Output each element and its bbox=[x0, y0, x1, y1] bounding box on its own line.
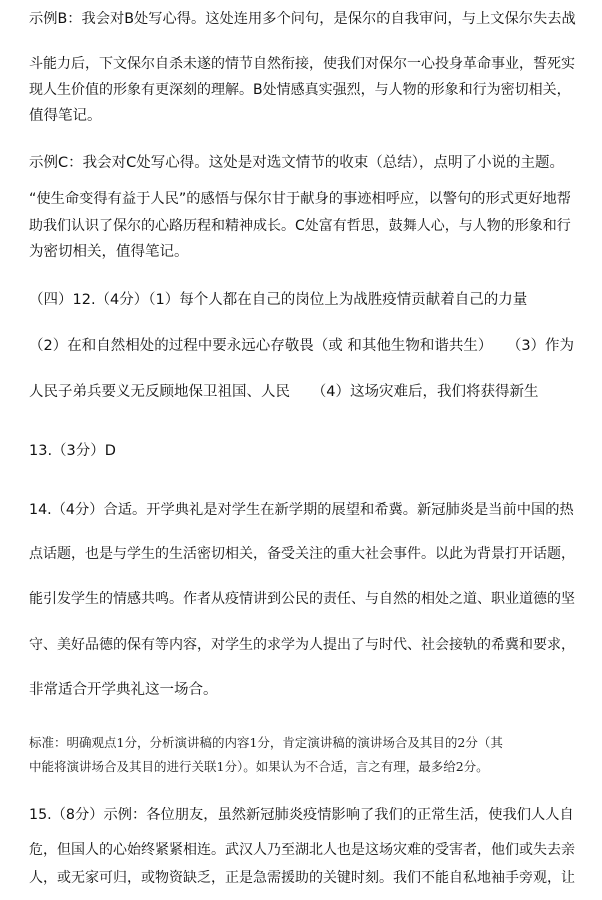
text-line: 能引发学生的情感共鸣。作者从疫情讲到公民的责任、与自然的相处之道、职业道德的坚 bbox=[29, 591, 575, 607]
text-line: 非常适合开学典礼这一场合。 bbox=[29, 682, 218, 698]
text-line: “使生命变得有益于人民”的感悟与保尔甘于献身的事迹相呼应，以警句的形式更好地帮 bbox=[29, 191, 572, 207]
text-line: 人民子弟兵要义无反顾地保卫祖国、人民 （4）这场灾难后，我们将获得新生 bbox=[29, 384, 539, 400]
scoring-standard-line: 标准：明确观点1分，分析演讲稿的内容1分，肯定演讲稿的演讲场合及其目的2分（其 bbox=[29, 735, 503, 750]
text-line: 15.（8分）示例：各位朋友，虽然新冠肺炎疫情影响了我们的正常生活，使我们人人自 bbox=[29, 807, 574, 823]
scoring-standard-line: 中能将演讲场合及其目的进行关联1分）。如果认为不合适，言之有理，最多给2分。 bbox=[29, 759, 489, 774]
text-line: 14.（4分）合适。开学典礼是对学生在新学期的展望和希冀。新冠肺炎是当前中国的热 bbox=[29, 502, 574, 518]
text-line: 现人生价值的形象有更深刻的理解。B处情感真实强烈，与人物的形象和行为密切相关， bbox=[29, 82, 571, 98]
text-line: 守、美好品德的保有等内容，对学生的求学为人提出了与时代、社会接轨的希冀和要求， bbox=[29, 637, 575, 653]
text-line: 点话题，也是与学生的生活密切相关，备受关注的重大社会事件。以此为背景打开话题， bbox=[29, 546, 575, 562]
text-line: 值得笔记。 bbox=[29, 108, 102, 124]
text-line: 为密切相关，值得笔记。 bbox=[29, 244, 189, 260]
text-line: 危，但国人的心始终紧紧相连。武汉人乃至湖北人也是这场灾难的受害者，他们或失去亲 bbox=[29, 842, 575, 858]
text-line: （四）12.（4分）（1）每个人都在自己的岗位上为战胜疫情贡献着自己的力量 bbox=[29, 292, 528, 308]
text-line: 斗能力后，下文保尔自杀未遂的情节自然衔接，使我们对保尔一心投身革命事业，誓死实 bbox=[29, 56, 575, 72]
text-line: （2）在和自然相处的过程中要永远心存敬畏（或 和其他生物和谐共生） （3）作为 bbox=[29, 338, 575, 354]
text-line: 示例C：我会对C处写心得。这处是对选文情节的收束（总结），点明了小说的主题。 bbox=[29, 155, 564, 171]
text-line: 13.（3分）D bbox=[29, 443, 116, 459]
text-line: 助我们认识了保尔的心路历程和精神成长。C处富有哲思，鼓舞人心，与人物的形象和行 bbox=[29, 218, 571, 234]
text-line: 人，或无家可归，或物资缺乏，正是急需援助的关键时刻。我们不能自私地袖手旁观，让 bbox=[29, 870, 575, 886]
text-line: 示例B：我会对B处写心得。这处连用多个问句，是保尔的自我审问，与上文保尔失去战 bbox=[29, 11, 576, 27]
